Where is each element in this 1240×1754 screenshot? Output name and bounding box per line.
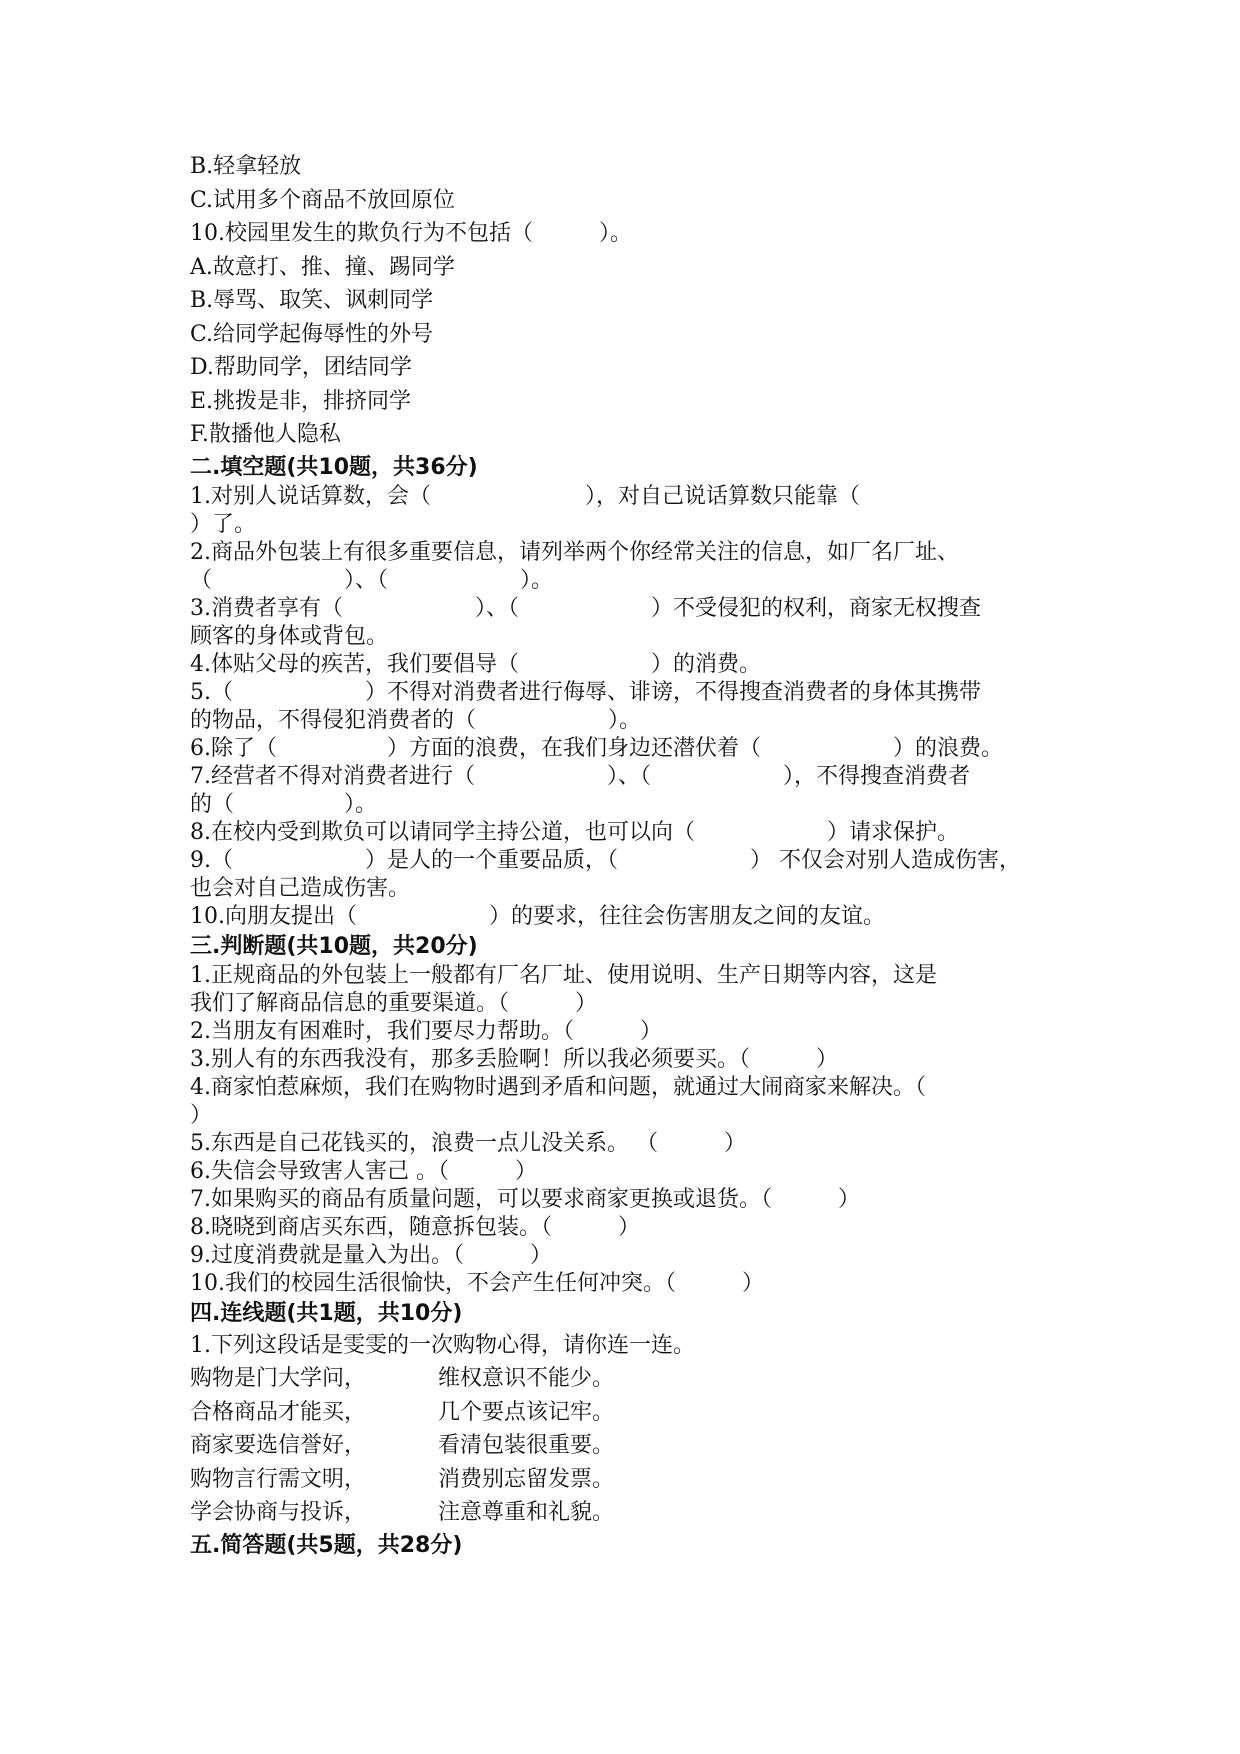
- fill-blank-line: 10.向朋友提出（ ）的要求，往往会伤害朋友之间的友谊。: [190, 903, 885, 929]
- matching-right: 注意尊重和礼貌。: [438, 1500, 615, 1525]
- q10-option-b: B.辱骂、取笑、讽刺同学: [190, 288, 434, 313]
- q10-option-f: F.散播他人隐私: [190, 422, 341, 447]
- q9-option-c: C.试用多个商品不放回原位: [190, 187, 456, 213]
- fill-blank-line: 的物品，不得侵犯消费者的（ ）。: [190, 707, 642, 733]
- fill-blank-line: 的（ ）。: [190, 791, 378, 817]
- matching-right: 几个要点该记牢。: [438, 1399, 615, 1425]
- q10-option-c: C.给同学起侮辱性的外号: [190, 321, 434, 347]
- true-false-line: 7.如果购买的商品有质量问题，可以要求商家更换或退货。（ ）: [190, 1186, 860, 1212]
- matching-left: 购物言行需文明，: [190, 1466, 367, 1492]
- fill-blank-line: 顾客的身体或背包。: [190, 623, 389, 649]
- matching-stem: 1.下列这段话是雯雯的一次购物心得，请你连一连。: [190, 1332, 695, 1358]
- matching-left: 学会协商与投诉，: [190, 1500, 367, 1525]
- q10-option-e: E.挑拨是非，排挤同学: [190, 388, 412, 414]
- fill-blank-line: 2.商品外包装上有很多重要信息，请列举两个你经常关注的信息，如厂名厂址、: [190, 539, 959, 565]
- true-false-line: 4.商家怕惹麻烦，我们在购物时遇到矛盾和问题，就通过大闹商家来解决。（: [190, 1074, 926, 1100]
- true-false-line: ）: [190, 1102, 213, 1128]
- exam-page: [190, 150, 1090, 1561]
- q10-option-d: D.帮助同学，团结同学: [190, 355, 412, 380]
- true-false-line: 3.别人有的东西我没有，那多丢脸啊！所以我必须要买。（ ）: [190, 1046, 838, 1072]
- matching-right: 消费别忘留发票。: [438, 1466, 615, 1492]
- section-heading-fill-blank: 二.填空题(共10题，共36分): [190, 454, 478, 480]
- matching-left: 商家要选信誉好，: [190, 1433, 367, 1458]
- fill-blank-line: 8.在校内受到欺负可以请同学主持公道，也可以向（ ）请求保护。: [190, 819, 959, 845]
- fill-blank-line: 也会对自己造成伤害。: [190, 875, 411, 901]
- section-heading-true-false: 三.判断题(共10题，共20分): [190, 933, 478, 959]
- true-false-line: 1.正规商品的外包装上一般都有厂名厂址、使用说明、生产日期等内容，这是: [190, 962, 937, 988]
- true-false-line: 6.失信会导致害人害己 。（ ）: [190, 1158, 537, 1184]
- fill-blank-line: （ ）、（ ）。: [190, 567, 554, 593]
- section-heading-matching: 四.连线题(共1题，共10分): [190, 1300, 463, 1326]
- true-false-line: 10.我们的校园生活很愉快，不会产生任何冲突。（ ）: [190, 1270, 764, 1296]
- section-heading-short-answer: 五.简答题(共5题，共28分): [190, 1532, 463, 1558]
- q10-option-a: A.故意打、推、撞、踢同学: [190, 254, 455, 280]
- matching-right: 看清包装很重要。: [438, 1433, 615, 1458]
- fill-blank-line: 9.（ ）是人的一个重要品质，（ ） 不仅会对别人造成伤害，: [190, 847, 1021, 873]
- q10-stem: 10.校园里发生的欺负行为不包括（ ）。: [190, 221, 632, 246]
- fill-blank-line: 5.（ ）不得对消费者进行侮辱、诽谤，不得搜查消费者的身体其携带: [190, 679, 981, 705]
- q9-option-b: B.轻拿轻放: [190, 154, 302, 179]
- matching-row: [190, 1396, 1090, 1430]
- matching-left: 购物是门大学问，: [190, 1366, 367, 1391]
- fill-blank-line: 4.体贴父母的疾苦，我们要倡导（ ）的消费。: [190, 651, 761, 677]
- true-false-line: 9.过度消费就是量入为出。（ ）: [190, 1242, 552, 1268]
- matching-row: [190, 1429, 1090, 1463]
- fill-blank-line: 3.消费者享有（ ）、（ ）不受侵犯的权利，商家无权搜查: [190, 595, 981, 621]
- true-false-line: 我们了解商品信息的重要渠道。（ ）: [190, 990, 598, 1016]
- matching-row: [190, 1362, 1090, 1396]
- fill-blank-line: 1.对别人说话算数，会（ ），对自己说话算数只能靠（: [190, 483, 860, 509]
- true-false-line: 5.东西是自己花钱买的，浪费一点儿没关系。 （ ）: [190, 1130, 746, 1156]
- matching-left: 合格商品才能买，: [190, 1399, 367, 1425]
- true-false-line: 8.晓晓到商店买东西，随意拆包装。（ ）: [190, 1214, 640, 1240]
- matching-row: [190, 1463, 1090, 1497]
- fill-blank-line: ）了。: [190, 511, 257, 537]
- fill-blank-line: 7.经营者不得对消费者进行（ ）、（ ），不得搜查消费者: [190, 763, 970, 789]
- matching-row: [190, 1496, 1090, 1530]
- matching-right: 维权意识不能少。: [438, 1366, 615, 1391]
- fill-blank-line: 6.除了（ ）方面的浪费，在我们身边还潜伏着（ ）的浪费。: [190, 735, 1003, 761]
- true-false-line: 2.当朋友有困难时，我们要尽力帮助。（ ）: [190, 1018, 662, 1044]
